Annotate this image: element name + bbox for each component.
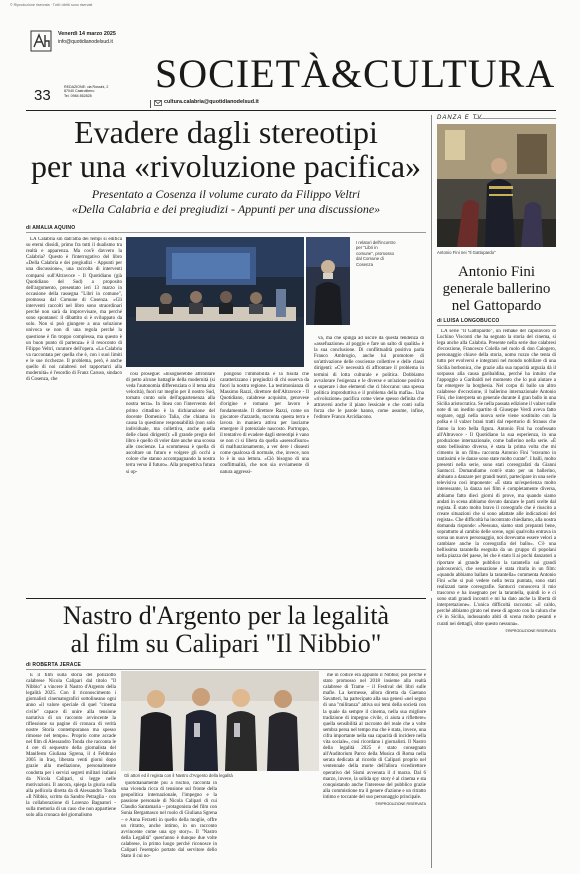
- article2-photo-caption: Antonio Fini nei "Il Gattopardo": [437, 250, 496, 255]
- conference-photo-image: [126, 237, 304, 367]
- speaker-photo-image: [306, 237, 350, 325]
- article1-photo-caption: I relatori dell'incontro per "Libri in comune", promosso dal Comune di Cosenza: [356, 240, 396, 267]
- page-number: 33: [34, 87, 51, 104]
- article3-col2: quotidianamente più a rischio, racconta in una vicenda ricca di tensione sul fronte della geopolitica internazionale, l'impegno e la passione personale di Nicola Calipari di cui Claudio Santamaria – protagonista del film con Sonia Bergamasco nel ruolo di Giuliana Sgrena – e Anna Ferzetti in quello della moglie, offre un ritratto, anche intimo, in un racconto avvincente come una spy story». Il "Nastro della Legalità" quest'anno è dunque due volte calabrese, in primo luogo perché riconosce in Calipari l'esempio portato dal servitore dello Stato il cui no-: [121, 781, 217, 860]
- contact-email: info@quotidianodelsud.it: [58, 39, 113, 45]
- top-notice: © Riproduzione riservata · Tutti i diritti sono riservati: [10, 3, 93, 7]
- article3-byline: di ROBERTA JERACE: [26, 662, 82, 668]
- article1-col2: così prosegue: «bisognerebbe affrontare di petto alcune battaglie della modernità (si veda l'autonomia differenziata o il tema alta velocità), fuori rar meglio per il nostro Sud, tornato conto solo dell'appartenenza alla nostra terra». In linea con l'intervento del primo cittadino è la dichiarazione del docente Domenico Talia, che chiama in causa la questione responsabilità (non solo individuale, ma collettiva, anche quella delle classi dirigenti): «Il grande pregio del libro è quello di voler dare anche una scossa alle coscienze. La scommessa è quella di ascoltare un futuro e volgere gli occhi a colore che stanno accompagnando la nostra terra verso il futuro». Alla prospettiva futura si op-: [126, 372, 215, 475]
- article3-rights: ©RIPRODUZIONE RISERVATA: [375, 801, 426, 806]
- redazione-block: REDAZIONE: via Rossini, 2 87040 Castrolibero Tel. 0984 852828: [64, 85, 109, 98]
- award-photo: [121, 671, 319, 771]
- article3-col3: me in codice era appunto il Nibbio; poi perché è stato promosso nel 2018 insieme alla realtà calabrese di Trame – il Festival dei libri sulle mafie. La kermesse, allora diretta da Gaetano Savatteri, ha partecipato alla sua genesi «nel segno di una "militanza" attiva sui temi della società con la quale da sempre il cinema, nella sua migliore tradizione di impegno civile, ci aiuta a riflettere» quella sensibilità al racconto del reale che a volte sembra persa nel tempo ma che è stata, invece, una cifra importante nella sua capacità di incidere nella vita sociale», così ricordano i giornalisti. Il Nastro della legalità 2025 è stato consegnato all'Auditorium Parco della Musica di Roma nella serata dedicata al ricordo di Calipari proprio nel ventennale della morte dell'allora vicedirettore operativo del Sismi avvenuta il 4 marzo. Dal 6 marzo, invece, la solida spy story è al cinema e sta conquistando anche l'interesse del pubblico grazie alla commistione tra il genere d'azione e un ritratto intimo e toccante del suo personaggio principale. ©RIPRODUZIONE RISERVATA: [323, 673, 426, 806]
- article2-title: Antonio Fini generale ballerino nel Gattopardo: [442, 264, 551, 314]
- article1-byline: di AMALIA AQUINO: [26, 225, 76, 231]
- masthead: [0, 0, 580, 112]
- article1-col4: va, ma che spinga ad uscire da questa tendenza di «assefuazione» al poggio e fare un salto di qualità» è la sua conclusione. Di conflittualità positiva parla Franco Ambrogio, anche lui promotore di un'attivazione delle coscienze collettive e delle classi dirigenti: «C'è necessità di affrontare il problema in termini di lotta culturale e politica. Dobbiamo avvalorare l'esigenza e le diverse e un'azione positiva e superare i due elementi che ci bloccano: una spessa politica improduttiva e il problema della mafia». Una «rivoluzione» pacifica come viene spesso definita che attraversi anche il piano lessicale e che conti sulla forza che le parole hanno, come assume, infine, l'editore Franco Arcidiacono.: [314, 336, 424, 421]
- edition-date: Venerdì 14 marzo 2025: [58, 31, 116, 37]
- article2-rights: ©RIPRODUZIONE RISERVATA: [505, 628, 556, 633]
- dancer-photo-image: [437, 124, 556, 247]
- article3-title: Nastro d'Argento per la legalità al film su Calipari "Il Nibbio": [62, 601, 390, 658]
- article3-col1: È il film sulla storia del poliziotto calabrese Nicola Calipari dal titolo "Il Nibbio" a vincere il Nastro d'Argento della legalità 2025. Con il riconoscimento i giornalisti cinematografici sottolineano ogni anno «il valore speciale di quel "cinema civile" capace di unire alla tensione narrativa di un racconto avvincente la riflessione su pagine di cronaca di verità nostre Storia contemporanea ma spesso rimosse nel tempo». Proprio come accade nel film di Alessandro Tonda che racconta le 4 ore di sequestro della giornalista del Manifesto Giuliana Sgrena, il 4 Febbraio 2005 in Iraq, liberata venti giorni dopo grazie alla mediazione, personalmente condotta per i servizi segreti militari italiani da Nicola Calipari, si legge nelle motivazioni. Il ancora, spiega la giuria sulla alla pellicola diretta da di Alessandro Tonda «Il Nibbio, scritto da Sandro Petraglia - con la collaborazione di Lorenzo Bagnatori - sulla memoria di un caso che non appartiene solo alla cronaca del giornalismo: [26, 673, 116, 819]
- section-title: SOCIETÀ&CULTURA: [155, 51, 556, 96]
- article3-photo-caption: Gli attori ed il regista con il Nastro d'Argento della legalità: [124, 773, 233, 778]
- award-photo-image: [121, 671, 319, 771]
- article2-kicker: DANZA E TV: [437, 115, 483, 121]
- article1-col3: pongono l'immobilità e la fissità che caratterizzano i pregiudizi di chi osserva da fuori la nostra regione. La testimonianza di Massimo Razzi, direttore dell'Altravoce - Il Quotidiano, calabrese acquisito, genovese d'origine e romano per lavoro è fondamentale. Il direttore Razzi, come un giocatore d'azzardo, racconta questa terra e lavora in maniera attiva per lasciarne emergere il potenziale nascosto. Purtroppo, il tentativo di evadere dagli stereotipi è vano se non ci si libera da quella «asessofisuro» di malfunzionamento, a ver dere i dissesti come qualcosa di normale, che, invece, non lo è in sua lettura. «Ciò bisogno di una conflittualità, che non sia ovviamente di natura aggressi-: [220, 372, 309, 475]
- newspaper-logo-icon: [30, 30, 52, 52]
- article2-byline: di LUISA LONGOBUCCO: [437, 318, 500, 324]
- article1-title: Evadere dagli stereotipi per una «rivoluzione pacifica»: [30, 114, 422, 184]
- speaker-photo: [306, 237, 350, 325]
- dancer-photo: [437, 124, 556, 247]
- section-email: cultura.calabria@quotidianodelsud.it: [164, 99, 259, 105]
- article2-body: LA serie "Il Gattopardo", un remake del capolavoro di Luchino Visconti che ha segnato la storia del cinema, si lega anche alla Calabria. Presente nella serie due calabresi d'eccezione, Francesco Colella nel ruolo di don Calogero, personaggio chiave della storia, uomo rozzo che tenta di tutto per evolversi e integrarsi nel mondo nobiliare di una Sicilia borbonica, che grazie alla sua rapacità arguzia dà il sorpasso alla causa garibaldina, perché ha intuito che l'appoggio a Garibaldi nel momento che lo può aiutare a far emergere la borghesia. Nel corpo di ballo un altro calabrese d'eccezione, il ballerino internazionale Antonio Fini, che interpreta un generale durante il gran ballo in una Sicilia aristocratica. Se nella passata edizione il valzer sulle note di un inedito spartito di Giuseppe Verdi aveva fatto sognare, oggi nella nuova serie viene sostituito con la polka e il valzer brani tratti dal repertorio di Strauss che fanno la loro bella figura. Antonio Fini ha confessato all'Altravoce - Il Quotidiano la sua esperienza, in una produzione internazionale, come ballerino nella serie. «È stato bellissimo diverso, è stata la prima volta che mi cimento in un film» racconta Antonio Fini "eravamo in tantissimi e le danze sono state molto curate". I balli, molto presenti nella serie, sono stati coreografati da Gianni Santucci. Domandiamo com'è stato per un ballerino, abituato a danzare per grandi teatri, partecipare in una serie televisiva così imponente: «È stata un'esperienza molto interessante, la danza nei film è completamente diversa, abbiamo fatto dieci giorni di prove, ma quando siamo andati in scena abbiamo dovuto danzare le parti scelte dal regista. È stato molto bravo il coreografo che è riuscito a creare situazioni che si sono adattate alle indicazioni del regista». Che difficoltà ha incontrato chiediamo, alla nostra domanda risponde: «Nessuna, siamo stati preparati bene, soprattutto al cambio delle scene, ogni qualvolta entrava in scena un nuovo personaggio, noi dovevamo essere veloci a cambiare anche la coreografia del ballo». C'è una bellissima tarantella eseguita da un gruppo di popolani nella piazza del paese, lei che è stato lì ai pochi danzatori a riportare ai grande pubblico la tarantella sui grandi palcoscenici, che sensazione è stata ritarla in un film: «quando abbiamo ballato la tarantella» commenta Antonio Fini «che si può vedere nella terza puntata, sono stati realizzati tante coreografie. Santucci conosceva il mio trascorso e ha insegnato per la tarantella, quindi io e ci sono stati grandi incontri e mi ha dato anche la libertà di interpretazione». L'unica difficoltà racconta: «il caldo, perché abbiamo girato nel mese di agosto con la calura che c'è in Sicilia, indossando abiti di scena molto pesanti e curati nei dettagli, oltre questo nessuna». ©RIPRODUZIONE RISERVATA: [437, 329, 556, 633]
- email-icon: [154, 99, 162, 107]
- article1-col1: LA Calabria sin dall'alba dei tempi si edifica su eterni dissidi, primo fra tutti il dualismo tra realtà e apparenza. Ma cos'è davvero la Calabria? Questo è l'interrogativo del libro «Della Calabria e dei pregiudizi - Appunti per una discussione», una raccolta di interventi comparsi sull'Altravoce - Il Quotidiano (già Quotidiano del Sud) a proposito dell'argomento, presentato ieri 13 marzo in occasione della rassegna "Libri in comune", promossa dal Comune di Cosenza. «Gli interventi raccolti nel libro sono straordinari perché non sarà da improvvisare, ma perché sono spontanei: il dibattito si è sviluppato da solo. Non si può giungere a una soluzione univoca se non di una regola perché la questione è fin troppo complessa, ma questo è un buon punto di partenza» è il resoconto di Filippo Veltri, curatore dell'opera. «La Calabria va raccontata per quella che è, con i suoi limiti e le sue ricchezze. Il problema, però, è anche quello di noi calabresi nel rapportarci alla modernità» è l'esordio di Franz Caruso, sindaco di Cosenza, che: [26, 237, 122, 383]
- conference-photo: [126, 237, 304, 367]
- article1-subtitle: Presentato a Cosenza il volume curato da Filippo Veltri «Della Calabria e dei pregiudizi - Appunti per una discussione»: [71, 187, 381, 216]
